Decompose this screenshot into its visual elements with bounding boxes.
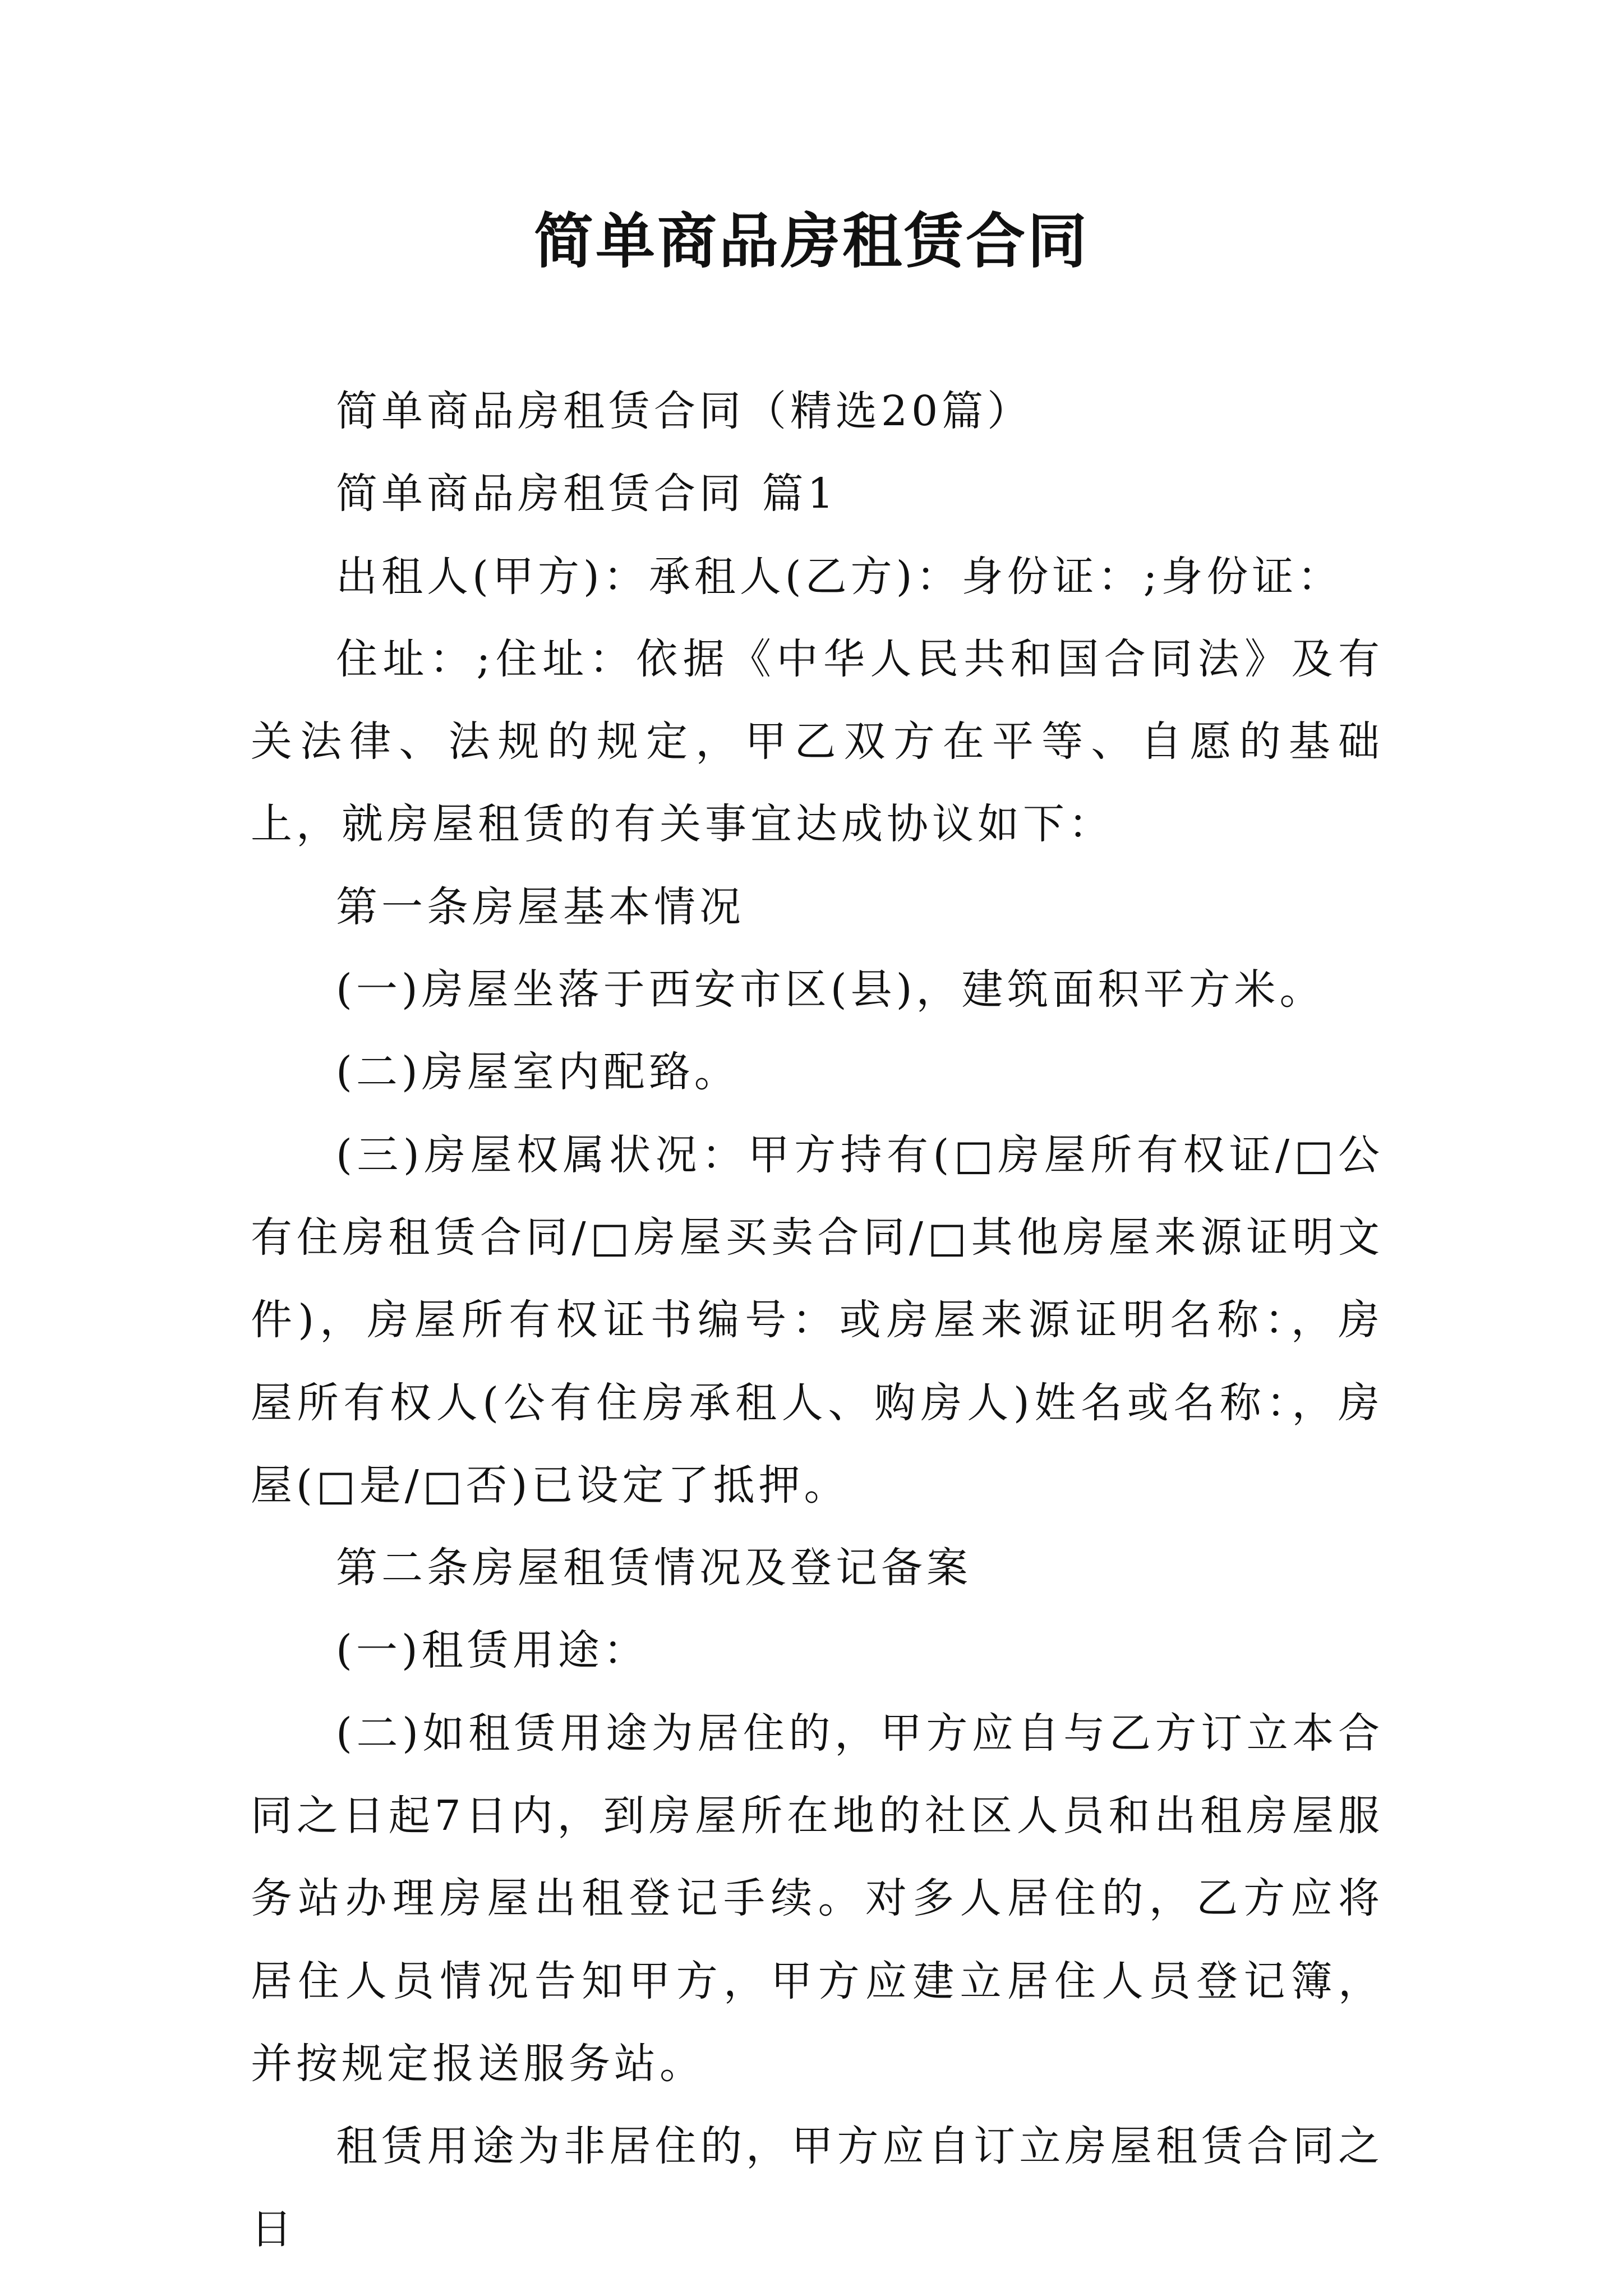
document-body [251,370,1384,2271]
document-title: 简单商品房租赁合同 [534,206,1089,276]
paragraph-address-preamble: 住址：;住址：依据《中华人民共和国合同法》及有关法律、法规的规定，甲乙双方在平等、自愿的基础上，就房屋租赁的有关事宜达成协议如下： [251,634,1384,849]
paragraph-subtitle: 简单商品房租赁合同（精选20篇） [336,387,1033,435]
paragraph-article-1-item-1: (一)房屋坐落于西安市区(县)，建筑面积平方米。 [336,965,1325,1014]
paragraph-section-heading: 简单商品房租赁合同 篇1 [336,470,838,518]
paragraph-parties: 出租人(甲方)：承租人(乙方)：身份证：;身份证： [336,552,1343,601]
paragraph-article-2-non-residential: 租赁用途为非居住的，甲方应自订立房屋租赁合同之日 [251,2122,1384,2253]
paragraph-article-2-heading: 第二条房屋租赁情况及登记备案 [336,1544,972,1593]
paragraph-article-1-item-3: (三)房屋权属状况：甲方持有(□房屋所有权证/□公有住房租赁合同/□房屋买卖合同/□其他房屋来源证明文件)，房屋所有权证书编号：或房屋来源证明名称：，房屋所有权人(公有住房承租人、购房人)姓名或名称：，房屋(□是/□否)已设定了抵押。 [251,1130,1384,1510]
paragraph-article-1-item-2: (二)房屋室内配臵。 [336,1048,740,1097]
paragraph-article-2-item-1: (一)租赁用途： [336,1626,649,1675]
paragraph-article-1-heading: 第一条房屋基本情况 [336,882,745,931]
paragraph-article-2-item-2: (二)如租赁用途为居住的，甲方应自与乙方订立本合同之日起7日内，到房屋所在地的社区人员和出租房屋服务站办理房屋出租登记手续。对多人居住的，乙方应将居住人员情况告知甲方，甲方应建立居住人员登记簿，并按规定报送服务站。 [251,1709,1384,2088]
